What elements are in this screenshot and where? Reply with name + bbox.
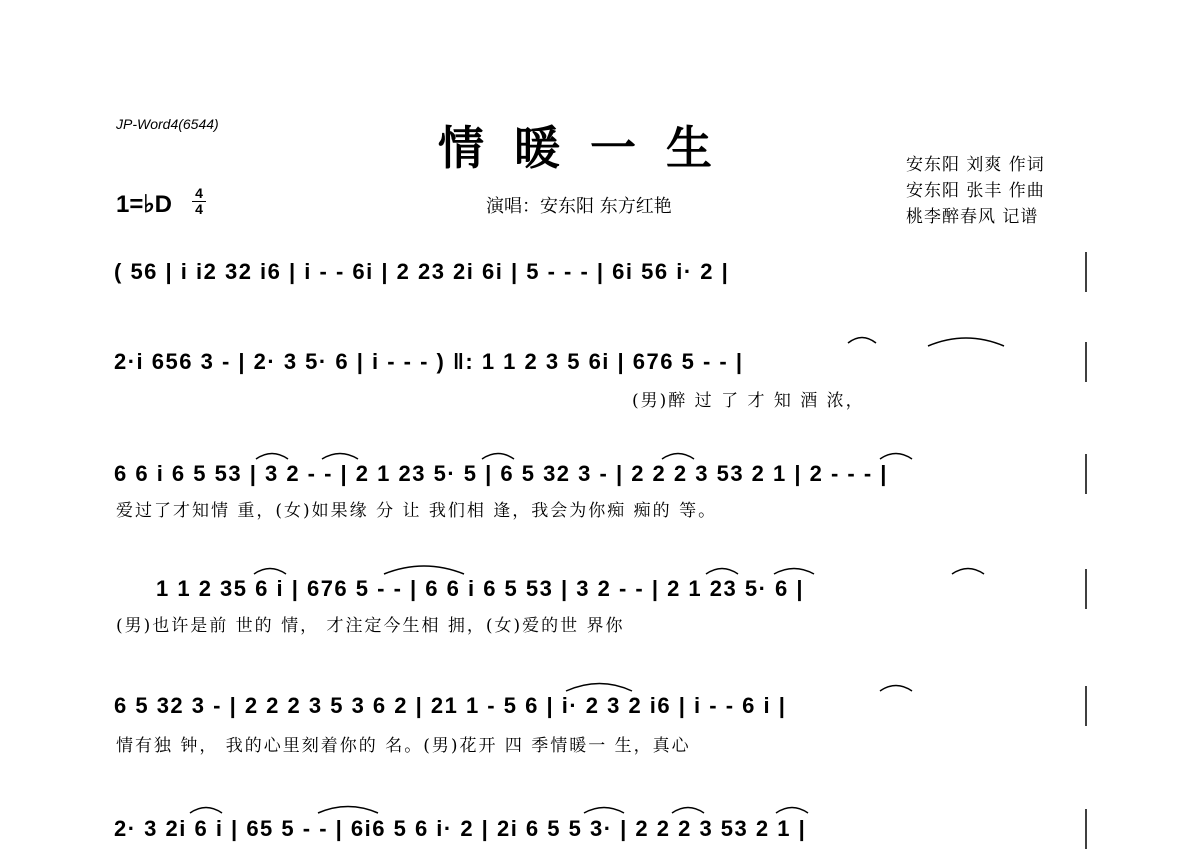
slur: [384, 566, 464, 574]
slur: [774, 569, 814, 575]
lyric-line-2: (男)醉 过 了 才 知 酒 浓，: [632, 391, 865, 411]
singer-line: 演唱：安东阳 东方红艳: [486, 196, 672, 217]
lyric-line-3: 爱过了才知情 重，(女)如果缘 分 让 我们相 逢，我会为你痴 痴的 等。: [116, 501, 718, 521]
slur: [928, 338, 1004, 346]
software-watermark: JP-Word4(6544): [116, 116, 219, 132]
slur: [776, 808, 808, 814]
notation-line-3: 6 6 i 6 5 53 | 3 2 - - | 2 1 23 5· 5 | 6 5 32 3 - | 2 2 2 3 53 2 1 | 2 - - - |: [114, 461, 888, 486]
slur: [318, 807, 378, 814]
composer-credit: 安东阳 张丰 作曲: [906, 181, 1045, 201]
notation-line-2: 2·i 656 3 - | 2· 3 5· 6 | i - - - ) ‖: 1 1 2 3 5 6i | 676 5 - - |: [114, 349, 744, 374]
lyric-line-5: 情有独 钟， 我的心里刻着你的 名。(男)花开 四 季情暖一 生，真心: [116, 736, 691, 756]
slur: [706, 569, 738, 575]
slur: [322, 454, 358, 460]
time-signature: [192, 186, 206, 217]
slur: [254, 569, 286, 575]
slur: [952, 569, 984, 575]
time-signature-bottom: 4: [195, 201, 203, 217]
key-signature: 1=♭D: [116, 191, 173, 218]
slur: [672, 808, 704, 814]
notation-line-6: 2· 3 2i 6 i | 65 5 - - | 6i6 5 6 i· 2 | 2i 6 5 5 3· | 2 2 2 3 53 2 1 |: [114, 816, 807, 841]
slur: [482, 454, 514, 460]
slur: [880, 454, 912, 460]
notation-line-1: ( 56 | i i2 32 i6 | i - - 6i | 2 23 2i 6i | 5 - - - | 6i 56 i· 2 |: [114, 259, 730, 284]
slur: [880, 686, 912, 692]
slur: [584, 808, 624, 814]
time-signature-top: 4: [195, 185, 203, 201]
notation-line-4: 1 1 2 35 6 i | 676 5 - - | 6 6 i 6 5 53 | 3 2 - - | 2 1 23 5· 6 |: [156, 576, 805, 601]
notation-line-5: 6 5 32 3 - | 2 2 2 3 5 3 6 2 | 21 1 - 5 6 | i· 2 3 2 i6 | i - - 6 i |: [114, 693, 787, 718]
lyric-line-4: (男)也许是前 世的 情， 才注定今生相 拥，(女)爱的世 界你: [116, 616, 625, 636]
slur: [848, 338, 876, 344]
song-title: 情暖一生: [438, 121, 742, 175]
slur: [256, 454, 288, 460]
lyricist-credit: 安东阳 刘爽 作词: [906, 155, 1045, 175]
slur: [566, 684, 632, 692]
transcriber-credit: 桃李醉春风 记谱: [906, 207, 1039, 227]
slur: [190, 808, 222, 814]
slur: [662, 454, 694, 460]
